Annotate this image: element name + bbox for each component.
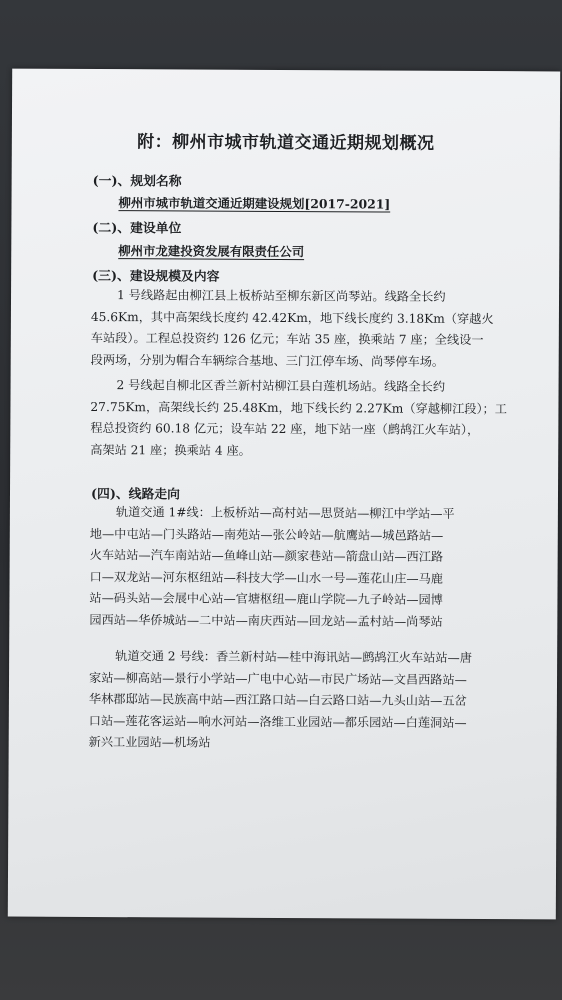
paragraph-line: 段两场，分别为帽合车辆综合基地、三门江停车场、尚琴停车场。 bbox=[90, 352, 445, 369]
paragraph-line: 轨道交通 1#线：上板桥站—高村站—思贤站—柳江中学站—平 bbox=[115, 505, 455, 521]
section-heading-plan-name: (一)、规划名称 bbox=[92, 173, 182, 190]
builder-value: 柳州市龙建投资发展有限责任公司 bbox=[118, 243, 305, 260]
paragraph-line: 华林郡邸站—民族高中站—西江路口站—白云路口站—九头山站—五岔 bbox=[88, 692, 467, 709]
document-page bbox=[8, 69, 560, 920]
line1-paragraph bbox=[91, 285, 494, 373]
paragraph-line: 园西站—华侨城站—二中站—南庆西站—回龙站—孟村站—尚琴站 bbox=[89, 612, 443, 629]
paragraph-line: 轨道交通 2 号线：香兰新村站—桂中海讯站—鹧鸪江火车站站—唐 bbox=[115, 649, 472, 665]
document-title: 附：柳州市城市轨道交通近期规划概况 bbox=[137, 132, 435, 154]
line2-paragraph bbox=[90, 375, 507, 464]
paragraph-line: 家站—柳高站—景行小学站—广电中心站—市民广场站—文昌西路站— bbox=[88, 670, 467, 687]
paragraph-line: 45.6Km，其中高架线长度约 42.42Km，地下线长度约 3.18Km（穿越火 bbox=[90, 309, 494, 326]
route1-paragraph bbox=[89, 502, 454, 633]
paragraph-line: 高架站 21 座；换乘站 4 座。 bbox=[90, 442, 251, 458]
paragraph-line: 程总投资约 60.18 亿元；设车站 22 座，地下站一座（鹧鸪江火车站）， bbox=[90, 421, 480, 438]
paragraph-line: 火车站站—汽车南站站—鱼峰山站—颜家巷站—箭盘山站—西江路 bbox=[89, 548, 444, 565]
paragraph-line: 27.75Km，高架线长约 25.48Km，地下线长约 2.27Km（穿越柳江段）；工 bbox=[90, 399, 507, 416]
section-heading-route: (四)、线路走向 bbox=[90, 486, 180, 503]
plan-name-value: 柳州市城市轨道交通近期建设规划[2017-2021] bbox=[118, 195, 391, 212]
paragraph-line: 地—中屯站—门头路站—南苑站—张公岭站—航鹰站—城邑路站— bbox=[89, 526, 444, 543]
paragraph-line: 车站段）。工程总投资约 126 亿元；车站 35 座，换乘站 7 座；全线设一 bbox=[90, 331, 484, 348]
paragraph-line: 新兴工业园站—机场站 bbox=[88, 735, 211, 750]
paragraph-line: 口站—莲花客运站—响水河站—洛维工业园站—都乐园站—白莲洞站— bbox=[88, 713, 467, 730]
paragraph-line: 1 号线路起由柳江县上板桥站至柳东新区尚琴站。线路全长约 bbox=[117, 288, 446, 304]
paragraph-line: 口—双龙站—河东枢纽站—科技大学—山水一号—莲花山庄—马鹿 bbox=[89, 569, 444, 586]
section-heading-builder: (二)、建设单位 bbox=[92, 220, 182, 237]
paragraph-line: 2 号线起自柳北区香兰新村站柳江县白莲机场站。线路全长约 bbox=[116, 378, 446, 394]
paragraph-line: 站—码头站—会展中心站—官塘枢纽—鹿山学院—九子岭站—园博 bbox=[89, 591, 443, 608]
route2-paragraph bbox=[89, 646, 472, 756]
section-heading-scale: (三)、建设规模及内容 bbox=[92, 268, 220, 285]
